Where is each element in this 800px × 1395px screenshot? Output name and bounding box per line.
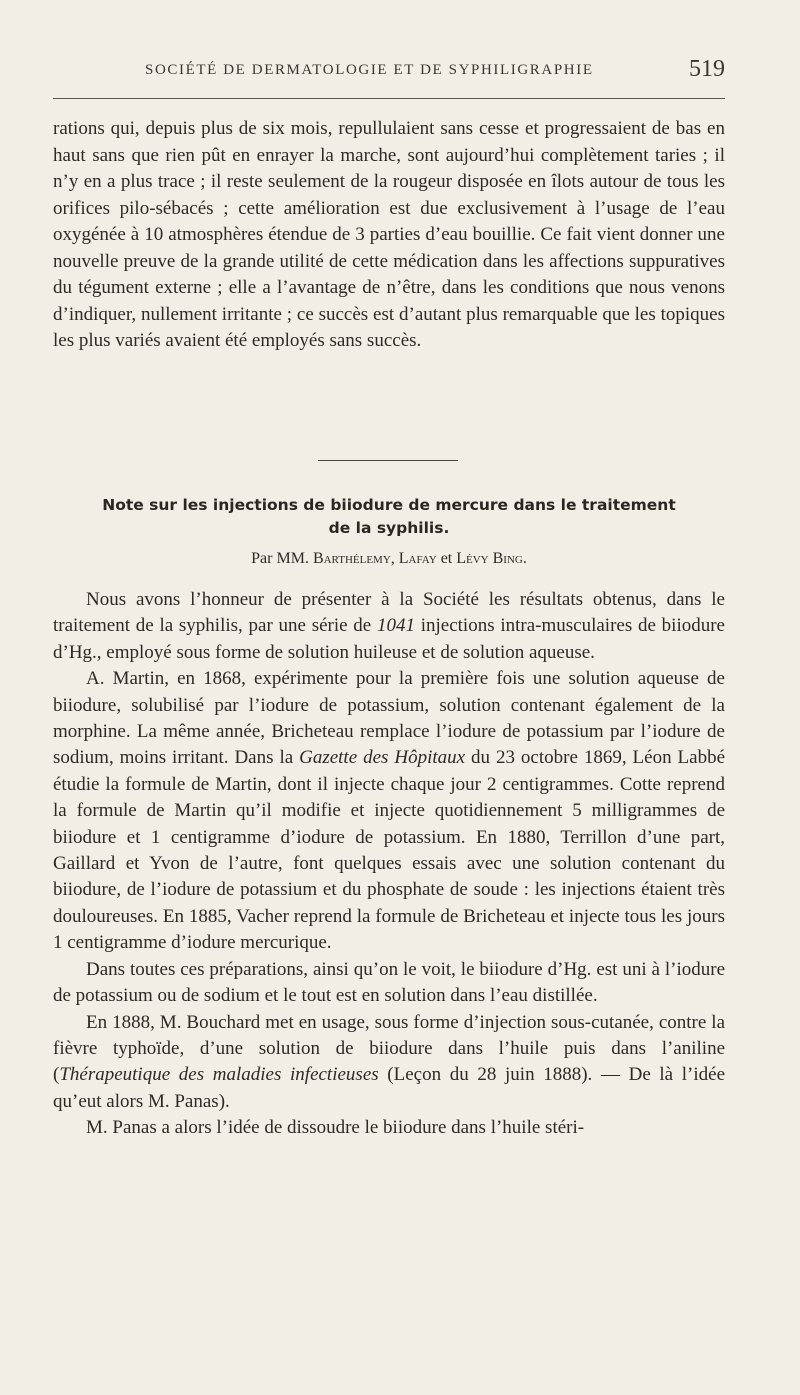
continuation-paragraph: rations qui, depuis plus de six mois, repullulaient sans cesse et progressaient de bas en haut sans que rien pût en enrayer la marche, sont aujourd’hui complètement taries ; il n’y en a plus trace ; il reste seulement de la rougeur disposée en îlots autour de tous les orifices pilo-sébacés ; cette amélioration est due exclusivement à l’usage de l’eau oxygénée à 10 atmosphères étendue de 3 parties d’eau bouillie. Ce fait vient donner une nouvelle preuve de la grande utilité de cette médication dans les affections suppuratives du tégument externe ; elle a l’avantage de n’être, dans les conditions que nous venons d’indiquer, nullement irritante ; ce succès est d’autant plus remarquable que les topiques les plus variés avaient été employés sans succès. xyxy=(53,118,725,351)
paragraph-4-text: En 1888, M. Bouchard met en usage, sous forme d’injection sous-cutanée, contre la fièvre typhoïde, d’une solution de biiodure dans l’huile puis dans l’aniline ( xyxy=(53,1011,725,1086)
authors-separator: , xyxy=(390,550,399,567)
paragraph-2 xyxy=(53,666,725,956)
paragraph-5: M. Panas a alors l’idée de dissoudre le biiodure dans l’huile stéri- xyxy=(86,1117,585,1139)
article-title-line1: Note sur les injections de biiodure de mercure dans le traitement xyxy=(102,496,676,514)
authors-prefix: Par MM. xyxy=(251,550,309,567)
article-title-line2: de la syphilis. xyxy=(328,519,450,537)
paragraph-3: Dans toutes ces préparations, ainsi qu’on le voit, le biiodure d’Hg. est uni à l’iodure de potassium ou de sodium et le tout est en solution dans l’eau distillée. xyxy=(53,958,725,1007)
section-separator xyxy=(318,460,458,461)
running-head xyxy=(53,58,725,88)
author-barthelemy: Barthélemy xyxy=(312,550,391,567)
authors-end: . xyxy=(522,550,527,567)
paragraph-2-text: A. Martin, en 1868, expérimente pour la première fois une solution aqueuse de biiodure, solubilisé par l’iodure de potassium, solution contenant également de la morphine. La même année, Bricheteau remplace l’iodure de potassium par l’iodure de sodium, moins irritant. Dans la xyxy=(53,668,725,769)
paragraph-1 xyxy=(53,587,725,666)
article-title xyxy=(53,494,725,540)
page-number: 519 xyxy=(689,56,725,82)
journal-title: Gazette des Hôpitaux xyxy=(299,747,466,769)
paragraph-1-text: Nous avons l’honneur de présenter à la Société les résultats obtenus, dans le traitement de la syphilis, par une série de xyxy=(53,589,725,637)
running-title: SOCIÉTÉ DE DERMATOLOGIE ET DE SYPHILIGRAPHIE xyxy=(145,62,594,78)
injection-count: 1041 xyxy=(376,615,415,637)
paragraph-2-text-end: du 23 octobre 1869, Léon Labbé étudie la formule de Martin, dont il injecte chaque jour 2 centigrammes. Cotte reprend la formule de Martin qu’il modifie et injecte quotidiennement 5 milligrammes de biiodure et 1 centigramme d’iodure de potassium. En 1880, Terrillon d’une part, Gaillard et Yvon de l’autre, font quelques essais avec une solution contenant du biiodure, de l’iodure de potassium et du phosphate de soude : les injections étaient très douloureuses. En 1885, Vacher reprend la formule de Bricheteau et injecte tous les jours 1 centigramme d’iodure mercurique. xyxy=(53,747,726,954)
header-rule xyxy=(53,98,725,99)
author-levy-bing: Lévy Bing xyxy=(456,550,523,567)
continuation-block xyxy=(53,116,725,355)
author-lafay: Lafay xyxy=(398,550,437,567)
paragraph-1-text-end: injections intra-musculaires de biiodure d’Hg., employé sous forme de solution huileuse et de solution aqueuse. xyxy=(53,615,725,663)
paragraph-4-text-end: (Leçon du 28 juin 1888). — De là l’idée qu’eut alors M. Panas). xyxy=(53,1064,725,1112)
book-title: Thérapeutique des maladies infectieuses xyxy=(59,1064,379,1086)
paragraph-4 xyxy=(53,1010,725,1116)
article-authors xyxy=(53,550,725,568)
article-body xyxy=(53,587,725,1142)
authors-separator: et xyxy=(436,550,457,567)
